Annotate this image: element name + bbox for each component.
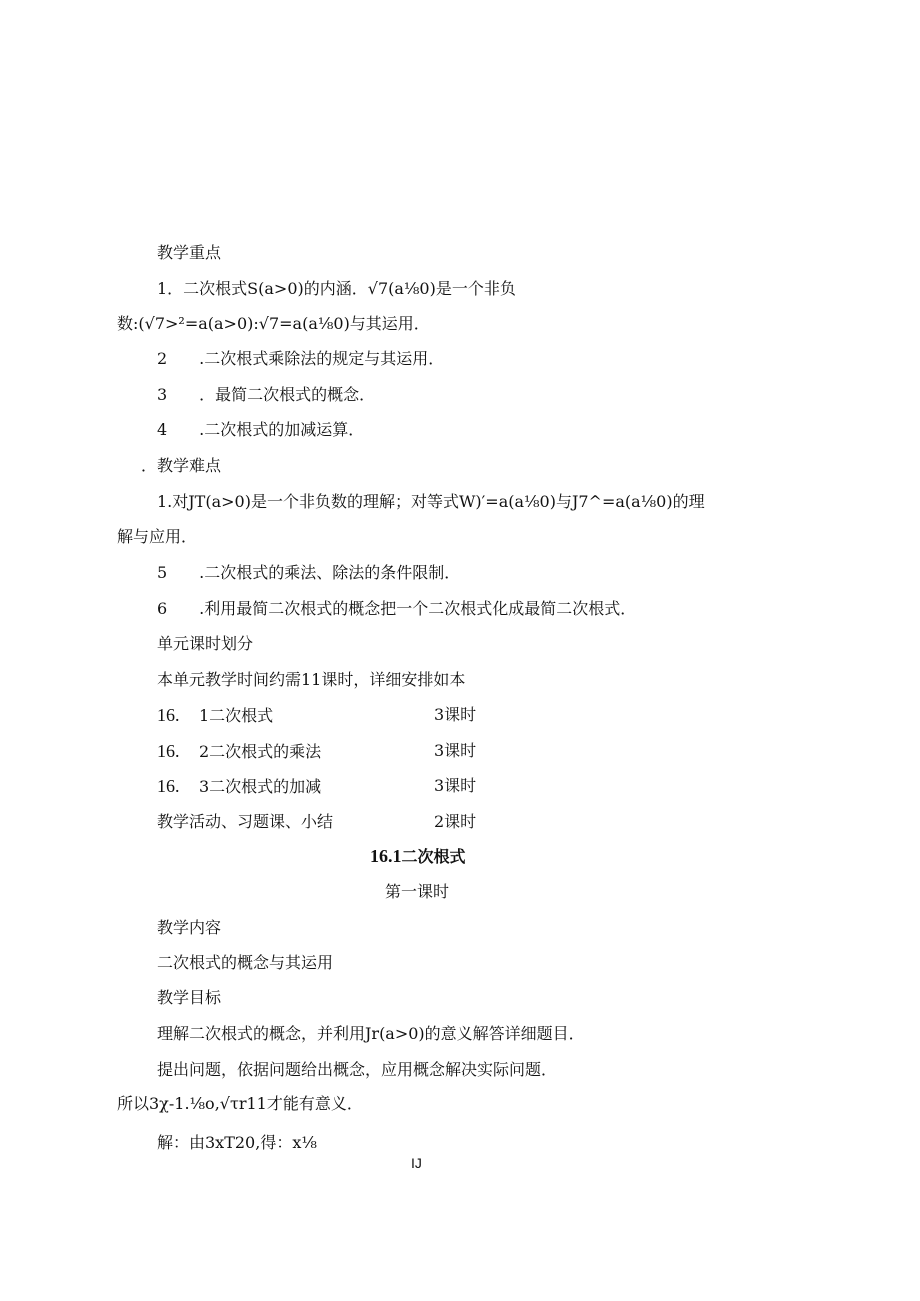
schedule-row-hours: 3课时: [434, 705, 477, 724]
key-point-1-line-a: 1．二次根式S(a>0)的内涵．√7(a⅛0)是一个非负: [157, 279, 516, 298]
content-heading: 教学内容: [157, 918, 222, 937]
schedule-row: [157, 704, 477, 727]
section-title-number: 16.1: [370, 846, 402, 866]
schedule-row-num: 16.: [157, 776, 180, 796]
difficulty-1-line-b: 解与应用．: [117, 527, 198, 546]
schedule-row-num: 16.: [157, 705, 180, 725]
schedule-row-hours: 3课时: [434, 741, 477, 760]
schedule-row-hours: 2课时: [434, 812, 477, 831]
schedule-row-title: 1二次根式: [199, 706, 274, 725]
key-point-3: 3 ．最简二次根式的概念．: [157, 385, 376, 404]
objective-line-3: 所以3χ-1.⅛o,√τr11才能有意义．: [117, 1094, 363, 1113]
schedule-row: [157, 740, 477, 763]
schedule-row-title: 3二次根式的加减: [199, 777, 322, 796]
content-text: 二次根式的概念与其运用: [157, 953, 334, 972]
section-title-text: 二次根式: [401, 847, 466, 866]
objectives-heading: 教学目标: [157, 988, 222, 1007]
schedule-row-title: 教学活动、习题课、小结: [157, 812, 334, 831]
objective-line-2: 提出问题，依据问题给出概念，应用概念解决实际问题．: [157, 1060, 558, 1079]
schedule-row: [157, 775, 477, 798]
difficulties-heading: ．教学难点: [141, 456, 222, 475]
schedule-row-title: 2二次根式的乘法: [199, 742, 322, 761]
solution-line: 解：由3xT20,得：x⅛: [157, 1133, 317, 1152]
page-footer-mark: IJ: [411, 1155, 422, 1171]
section-subtitle: 第一课时: [385, 882, 450, 901]
key-point-4: 4 .二次根式的加减运算．: [157, 420, 365, 439]
difficulty-5: 5 .二次根式的乘法、除法的条件限制．: [157, 563, 461, 582]
schedule-row-hours: 3课时: [434, 776, 477, 795]
schedule-row: [157, 811, 477, 833]
key-points-heading: 教学重点: [157, 243, 222, 262]
schedule-row-num: 16.: [157, 741, 180, 761]
key-point-1-line-b: 数:(√7>²=a(a>0):√7=a(a⅛0)与其运用．: [117, 314, 430, 333]
schedule-intro: 本单元教学时间约需11课时，详细安排如本: [157, 670, 466, 689]
objective-line-1: 理解二次根式的概念，并利用Jr(a>0)的意义解答详细题目．: [157, 1024, 585, 1043]
difficulty-1-line-a: 1.对JT(a>0)是一个非负数的理解；对等式W)′=a(a⅛0)与J7^=a(a⅛0)的理: [157, 492, 705, 511]
schedule-heading: 单元课时划分: [157, 634, 254, 653]
key-point-2: 2 .二次根式乘除法的规定与其运用．: [157, 349, 445, 368]
section-title: [370, 845, 466, 868]
difficulty-6: 6 .利用最简二次根式的概念把一个二次根式化成最简二次根式．: [157, 599, 637, 618]
